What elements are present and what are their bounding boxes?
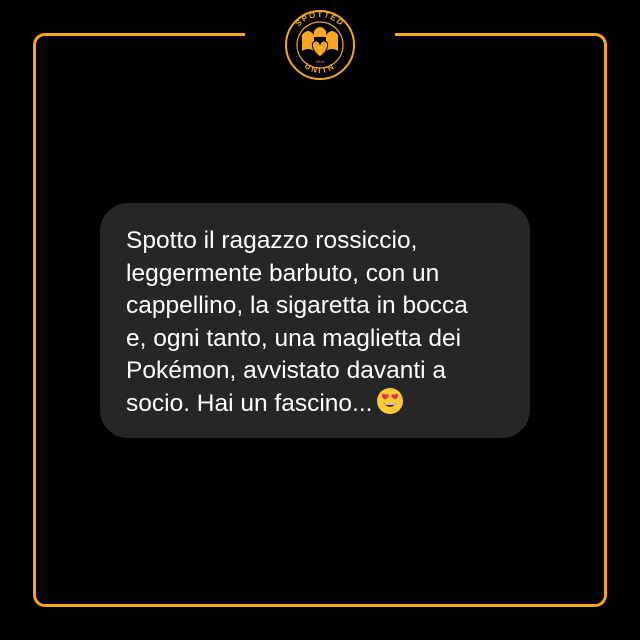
message-body: Spotto il ragazzo rossiccio, leggermente barbuto, con un cappellino, la sigaretta in bocca e, ogni tanto, una maglietta dei Pokémon, avvistato davanti a socio. Hai un fascino...	[126, 227, 468, 417]
eagle-heart-logo-icon	[280, 5, 360, 85]
message-bubble	[100, 203, 530, 438]
logo-bottom-text: UNITN	[302, 61, 338, 76]
logo-top-text: SPOTTED	[293, 9, 347, 29]
message-text	[126, 225, 506, 420]
heart-eyes-emoji-icon	[376, 387, 404, 415]
spotted-unitn-logo	[280, 5, 360, 85]
logo-small-text: 2014	[315, 59, 325, 64]
